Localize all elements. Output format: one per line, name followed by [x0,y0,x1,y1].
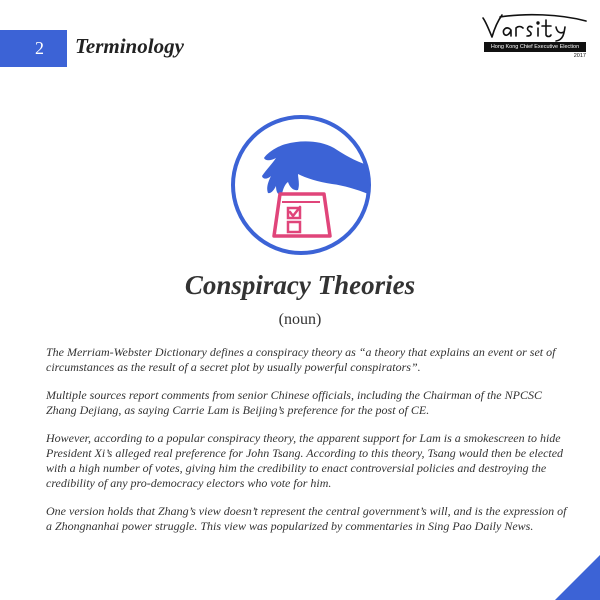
varsity-wordmark-icon [480,12,590,42]
paragraph-definition: The Merriam-Webster Dictionary defines a conspiracy theory as “a theory that explains an event or set of circumstances as the result of a secret plot by usually powerful conspirators”. [46,345,556,374]
page-number-block [0,30,67,67]
section-title: Terminology [75,34,184,58]
paragraph-version: One version holds that Zhang’s view doesn’t represent the central government’s will, and is the expression of a Zhongnanhai power struggle. This view was popularized by commentaries in Sing Pao Daily News. [46,504,567,533]
page-number: 2 [35,38,44,58]
part-of-speech: (noun) [278,311,322,328]
paragraph-theory: However, according to a popular conspiracy theory, the apparent support for Lam is a smokescreen to hide President Xi’s alleged real preference for John Tsang. According to this theory, Tsang would then be elected with a high number of votes, giving him the credibility to enact controversial policies and destroying the credibility of any pro-democracy electors who vote for him. [46,431,564,490]
body-text [46,345,571,547]
hand-ballot-box-icon [228,112,374,258]
logo-banner: Hong Kong Chief Executive Election [484,42,586,52]
term-title: Conspiracy Theories [184,270,416,300]
paragraph-sources: Multiple sources report comments from senior Chinese officials, including the Chairman of the NPCSC Zhang Dejiang, as saying Carrie Lam is Beijing’s preference for the post of CE. [46,388,542,417]
logo-year: 2017 [573,53,586,59]
corner-triangle-decoration [555,555,600,600]
varsity-logo [480,12,590,64]
